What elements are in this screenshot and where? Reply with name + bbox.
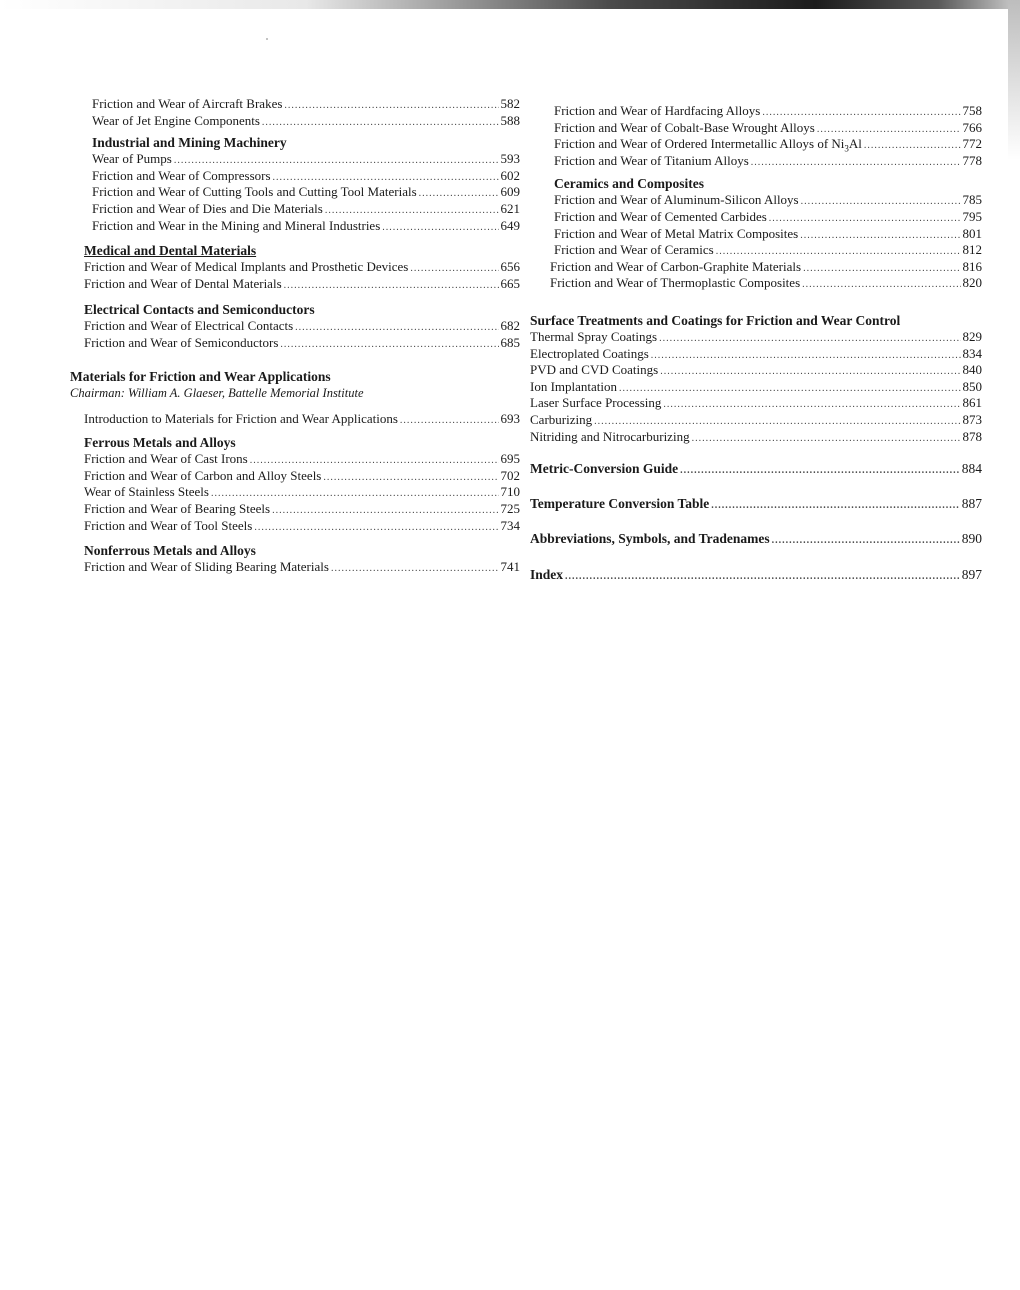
leader-dots <box>272 503 498 520</box>
leader-dots <box>284 278 499 295</box>
entry-page: 682 <box>500 318 520 334</box>
entry-title: Friction and Wear in the Mining and Mineral Industries <box>92 217 381 233</box>
entry-title: Abbreviations, Symbols, and Tradenames <box>530 531 770 547</box>
entry-page: 795 <box>962 208 982 224</box>
entry-title: Friction and Wear of Sliding Bearing Materials <box>84 559 329 575</box>
toc-entry[interactable] <box>84 276 520 293</box>
toc-entry[interactable] <box>84 411 520 428</box>
entry-page: 621 <box>500 200 520 216</box>
chairman-line: Chairman: William A. Glaeser, Battelle Memorial Institute <box>70 385 364 400</box>
scan-right-edge <box>1008 0 1020 160</box>
industrial-section <box>70 134 520 234</box>
toc-entry[interactable] <box>554 103 982 120</box>
entry-page: 582 <box>500 96 520 111</box>
toc-entry[interactable] <box>84 335 520 352</box>
entry-page: 766 <box>962 119 982 135</box>
entry-page: 695 <box>500 451 520 467</box>
entry-title: Wear of Stainless Steels <box>84 484 209 500</box>
section-heading: Ferrous Metals and Alloys <box>84 435 236 451</box>
toc-entry[interactable] <box>530 496 982 513</box>
entry-page: 829 <box>962 328 982 344</box>
entry-page: 812 <box>962 242 982 258</box>
toc-entry[interactable] <box>530 429 982 446</box>
toc-entry[interactable] <box>530 461 982 478</box>
ceramics-section <box>530 175 982 292</box>
toc-entry[interactable] <box>92 151 520 168</box>
entry-page: 897 <box>961 566 982 582</box>
toc-entry[interactable] <box>84 518 520 535</box>
entry-title: Index <box>530 566 564 582</box>
entry-page: 785 <box>962 192 982 208</box>
entry-title: Friction and Wear of Aluminum-Silicon Alloys <box>554 192 799 208</box>
entry-title: Nitriding and Nitrocarburizing <box>530 428 690 444</box>
toc-entry[interactable] <box>530 567 982 584</box>
entry-title: Friction and Wear of Dental Materials <box>84 275 282 291</box>
leader-dots <box>262 115 499 132</box>
leader-dots <box>254 520 498 537</box>
entry-title: Friction and Wear of Carbon and Alloy Steels <box>84 467 322 483</box>
leader-dots <box>400 413 499 430</box>
entry-page: 656 <box>500 259 520 275</box>
toc-entry[interactable] <box>554 136 982 153</box>
toc-entry[interactable] <box>530 531 982 548</box>
leader-dots <box>663 397 960 414</box>
entry-page: 772 <box>962 136 982 152</box>
scan-top-edge <box>0 0 1020 9</box>
ferrous-section <box>70 434 520 534</box>
electrical-section <box>70 301 520 351</box>
entry-page: 861 <box>962 395 982 411</box>
scan-speck <box>266 38 268 40</box>
entry-page: 741 <box>500 559 520 575</box>
leader-dots <box>619 381 960 398</box>
leader-dots <box>801 194 961 211</box>
section-heading: Medical and Dental Materials <box>84 243 257 259</box>
section-heading: Electrical Contacts and Semiconductors <box>84 302 315 318</box>
toc-entry[interactable] <box>92 218 520 235</box>
entry-title: Friction and Wear of Bearing Steels <box>84 500 271 516</box>
toc-entry[interactable] <box>530 362 982 379</box>
materials-section <box>70 368 520 428</box>
entry-title: Friction and Wear of Compressors <box>92 167 271 183</box>
toc-entry[interactable] <box>530 346 982 363</box>
toc-entry[interactable] <box>92 96 520 113</box>
entry-page: 685 <box>500 334 520 350</box>
toc-right-column <box>530 103 982 583</box>
leader-dots <box>382 220 498 237</box>
medical-section <box>70 242 520 292</box>
entry-title: Friction and Wear of Ordered Intermetallic Alloys of $Ni_3Al$ <box>554 136 862 154</box>
entry-page: 593 <box>500 151 520 167</box>
leader-dots <box>331 561 499 578</box>
toc-entry[interactable] <box>84 559 520 576</box>
toc-entry[interactable] <box>550 259 982 276</box>
entry-title: Laser Surface Processing <box>530 395 662 411</box>
entry-page: 588 <box>500 112 520 128</box>
leader-dots <box>410 261 498 278</box>
entry-page: 850 <box>962 378 982 394</box>
toc-entry[interactable] <box>554 153 982 170</box>
entry-page: 884 <box>961 461 982 477</box>
entry-title: Friction and Wear of Cobalt-Base Wrought Alloys <box>554 119 815 135</box>
entry-page: 602 <box>500 167 520 183</box>
toc-entry[interactable] <box>530 412 982 429</box>
entry-page: 834 <box>962 345 982 361</box>
toc-entry[interactable] <box>554 192 982 209</box>
leader-dots <box>660 364 960 381</box>
leader-dots <box>772 533 960 550</box>
section-heading: Materials for Friction and Wear Applications <box>70 368 331 384</box>
leader-dots <box>323 470 498 487</box>
leader-dots <box>565 569 960 586</box>
section-heading: Nonferrous Metals and Alloys <box>84 543 256 559</box>
toc-left-column <box>70 96 520 576</box>
entry-page: 649 <box>500 217 520 233</box>
leader-dots <box>284 98 498 115</box>
entry-title: Ion Implantation <box>530 378 618 394</box>
toc-entry[interactable] <box>554 209 982 226</box>
toc-entry[interactable] <box>92 184 520 201</box>
toc-entry[interactable] <box>84 468 520 485</box>
toc-entry[interactable] <box>554 120 982 137</box>
entry-page: 801 <box>962 225 982 241</box>
toc-entry[interactable] <box>92 201 520 218</box>
toc-entry[interactable] <box>92 168 520 185</box>
entry-page: 710 <box>500 484 520 500</box>
entry-title: Thermal Spray Coatings <box>530 328 658 344</box>
toc-entry[interactable] <box>84 501 520 518</box>
entry-title: Wear of Jet Engine Components <box>92 112 260 128</box>
entry-page: 873 <box>962 411 982 427</box>
entry-page: 878 <box>962 428 982 444</box>
entry-title: Friction and Wear of Thermoplastic Composites <box>550 275 801 291</box>
entry-title: Friction and Wear of Hardfacing Alloys <box>554 103 761 118</box>
entry-page: 816 <box>962 258 982 274</box>
toc-entry[interactable] <box>92 113 520 130</box>
entry-title: Friction and Wear of Titanium Alloys <box>554 152 749 168</box>
entry-title: Carburizing <box>530 411 593 427</box>
entry-title: Friction and Wear of Cutting Tools and Cutting Tool Materials <box>92 184 417 200</box>
entry-page: 725 <box>500 500 520 516</box>
leader-dots <box>659 331 960 348</box>
toc-entry[interactable] <box>84 318 520 335</box>
entry-title: Temperature Conversion Table <box>530 495 710 511</box>
entry-title: Wear of Pumps <box>92 151 172 167</box>
toc-entry[interactable] <box>84 484 520 501</box>
leader-dots <box>295 320 498 337</box>
toc-entry[interactable] <box>530 395 982 412</box>
entry-title: Friction and Wear of Dies and Die Materials <box>92 200 323 216</box>
appendix-entries <box>530 461 982 583</box>
entry-title: Friction and Wear of Ceramics <box>554 242 714 258</box>
leader-dots <box>692 431 961 448</box>
entry-title: Friction and Wear of Carbon-Graphite Materials <box>550 258 802 274</box>
entry-title: Friction and Wear of Metal Matrix Composites <box>554 225 799 241</box>
toc-entry[interactable] <box>550 275 982 292</box>
alloys-entries <box>530 103 982 169</box>
entry-title: Metric-Conversion Guide <box>530 461 679 477</box>
entry-title: Introduction to Materials for Friction and Wear Applications <box>84 410 398 426</box>
leader-dots <box>803 261 960 278</box>
leader-dots <box>711 498 959 515</box>
entry-title: Friction and Wear of Medical Implants and Prosthetic Devices <box>84 259 409 275</box>
entry-title: Friction and Wear of Tool Steels <box>84 517 253 533</box>
entry-title: Friction and Wear of Electrical Contacts <box>84 318 294 334</box>
entry-title: Friction and Wear of Semiconductors <box>84 334 279 350</box>
entry-page: 820 <box>962 275 982 291</box>
surface-section <box>530 312 982 445</box>
entry-title: Friction and Wear of Cast Irons <box>84 451 248 467</box>
leader-dots <box>419 186 499 203</box>
entry-title: PVD and CVD Coatings <box>530 362 659 378</box>
entry-page: 734 <box>500 517 520 533</box>
entry-page: 702 <box>500 467 520 483</box>
nonferrous-section <box>70 542 520 576</box>
leader-dots <box>651 348 961 365</box>
aircraft-entries <box>70 96 520 129</box>
toc-entry[interactable] <box>84 259 520 276</box>
entry-page: 778 <box>962 152 982 168</box>
entry-page: 887 <box>961 495 982 511</box>
section-heading: Surface Treatments and Coatings for Friction and Wear Control <box>530 312 901 328</box>
leader-dots <box>802 277 960 294</box>
toc-entry[interactable] <box>530 329 982 346</box>
section-heading: Ceramics and Composites <box>554 176 704 192</box>
leader-dots <box>751 155 961 172</box>
entry-page: 665 <box>500 275 520 291</box>
entry-page: 693 <box>500 410 520 426</box>
entry-title: Friction and Wear of Cemented Carbides <box>554 208 767 224</box>
leader-dots <box>280 337 498 354</box>
toc-entry[interactable] <box>554 226 982 243</box>
toc-entry[interactable] <box>554 242 982 259</box>
leader-dots <box>680 463 960 480</box>
leader-dots <box>800 228 960 245</box>
leader-dots <box>864 138 961 155</box>
entry-page: 758 <box>962 103 982 118</box>
toc-entry[interactable] <box>530 379 982 396</box>
entry-page: 890 <box>961 531 982 547</box>
entry-title: Electroplated Coatings <box>530 345 649 361</box>
toc-entry[interactable] <box>84 451 520 468</box>
section-heading: Industrial and Mining Machinery <box>92 135 287 151</box>
entry-page: 840 <box>962 362 982 378</box>
entry-title: Friction and Wear of Aircraft Brakes <box>92 96 283 111</box>
entry-page: 609 <box>500 184 520 200</box>
